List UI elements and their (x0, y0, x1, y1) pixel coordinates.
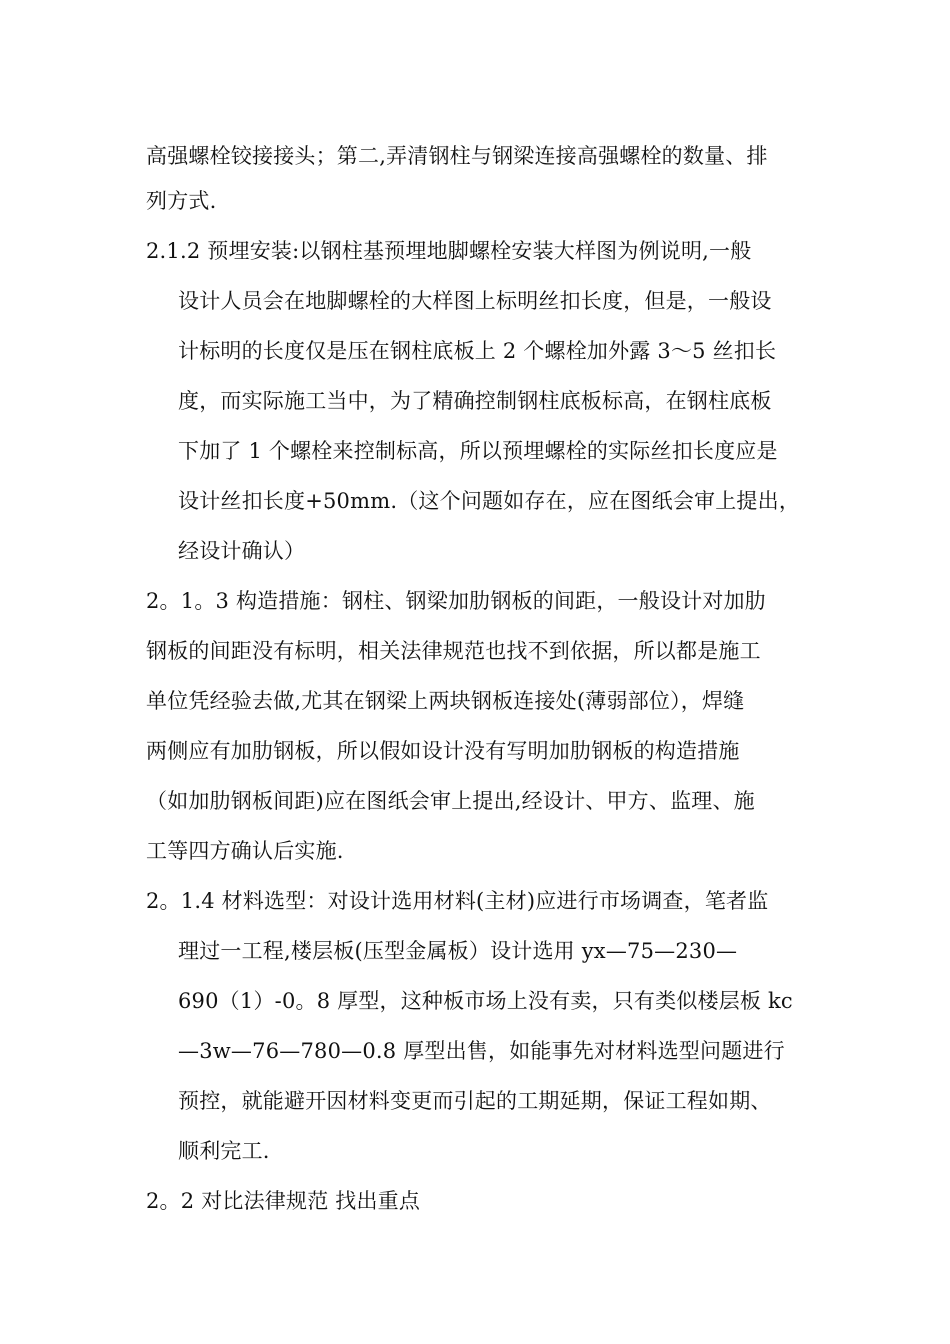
text-line: 列方式. (146, 189, 217, 213)
text-line: 工等四方确认后实施. (146, 839, 344, 863)
section-heading-2-1-2: 2.1.2 预埋安装:以钢柱基预埋地脚螺栓安装大样图为例说明,一般 (146, 239, 752, 263)
text-line: —3w—76—780—0.8 厚型出售，如能事先对材料选型问题进行 (178, 1039, 785, 1063)
text-line: 度，而实际施工当中，为了精确控制钢柱底板标高，在钢柱底板 (178, 389, 772, 413)
text-line: 理过一工程,楼层板(压型金属板）设计选用 yx—75—230— (178, 939, 738, 963)
text-line: 单位凭经验去做,尤其在钢梁上两块钢板连接处(薄弱部位），焊缝 (146, 689, 745, 713)
text-line: 设计丝扣长度+50mm.（这个问题如存在，应在图纸会审上提出， (178, 489, 801, 513)
text-line: 两侧应有加肋钢板，所以假如设计没有写明加肋钢板的构造措施 (146, 739, 740, 763)
text-line: 设计人员会在地脚螺栓的大样图上标明丝扣长度，但是，一般设 (178, 289, 772, 313)
text-line: （如加肋钢板间距)应在图纸会审上提出,经设计、甲方、监理、施 (146, 789, 755, 813)
section-heading-2-2: 2。2 对比法律规范 找出重点 (146, 1189, 421, 1213)
text-line: 预控，就能避开因材料变更而引起的工期延期，保证工程如期、 (178, 1089, 772, 1113)
section-heading-2-1-4: 2。1.4 材料选型：对设计选用材料(主材)应进行市场调查，笔者监 (146, 889, 769, 913)
section-heading-2-1-3: 2。1。3 构造措施：钢柱、钢梁加肋钢板的间距，一般设计对加肋 (146, 589, 766, 613)
text-line: 下加了 1 个螺栓来控制标高，所以预埋螺栓的实际丝扣长度应是 (178, 439, 778, 463)
text-line: 高强螺栓铰接接头；第二,弄清钢柱与钢梁连接高强螺栓的数量、排 (146, 144, 768, 168)
text-line: 顺利完工. (178, 1139, 270, 1163)
text-line: 690（1）-0。8 厚型，这种板市场上没有卖，只有类似楼层板 kc (178, 989, 793, 1013)
text-line: 钢板的间距没有标明，相关法律规范也找不到依据，所以都是施工 (146, 639, 761, 663)
text-line: 计标明的长度仅是压在钢柱底板上 2 个螺栓加外露 3～5 丝扣长 (178, 339, 777, 363)
text-line: 经设计确认） (178, 539, 306, 563)
